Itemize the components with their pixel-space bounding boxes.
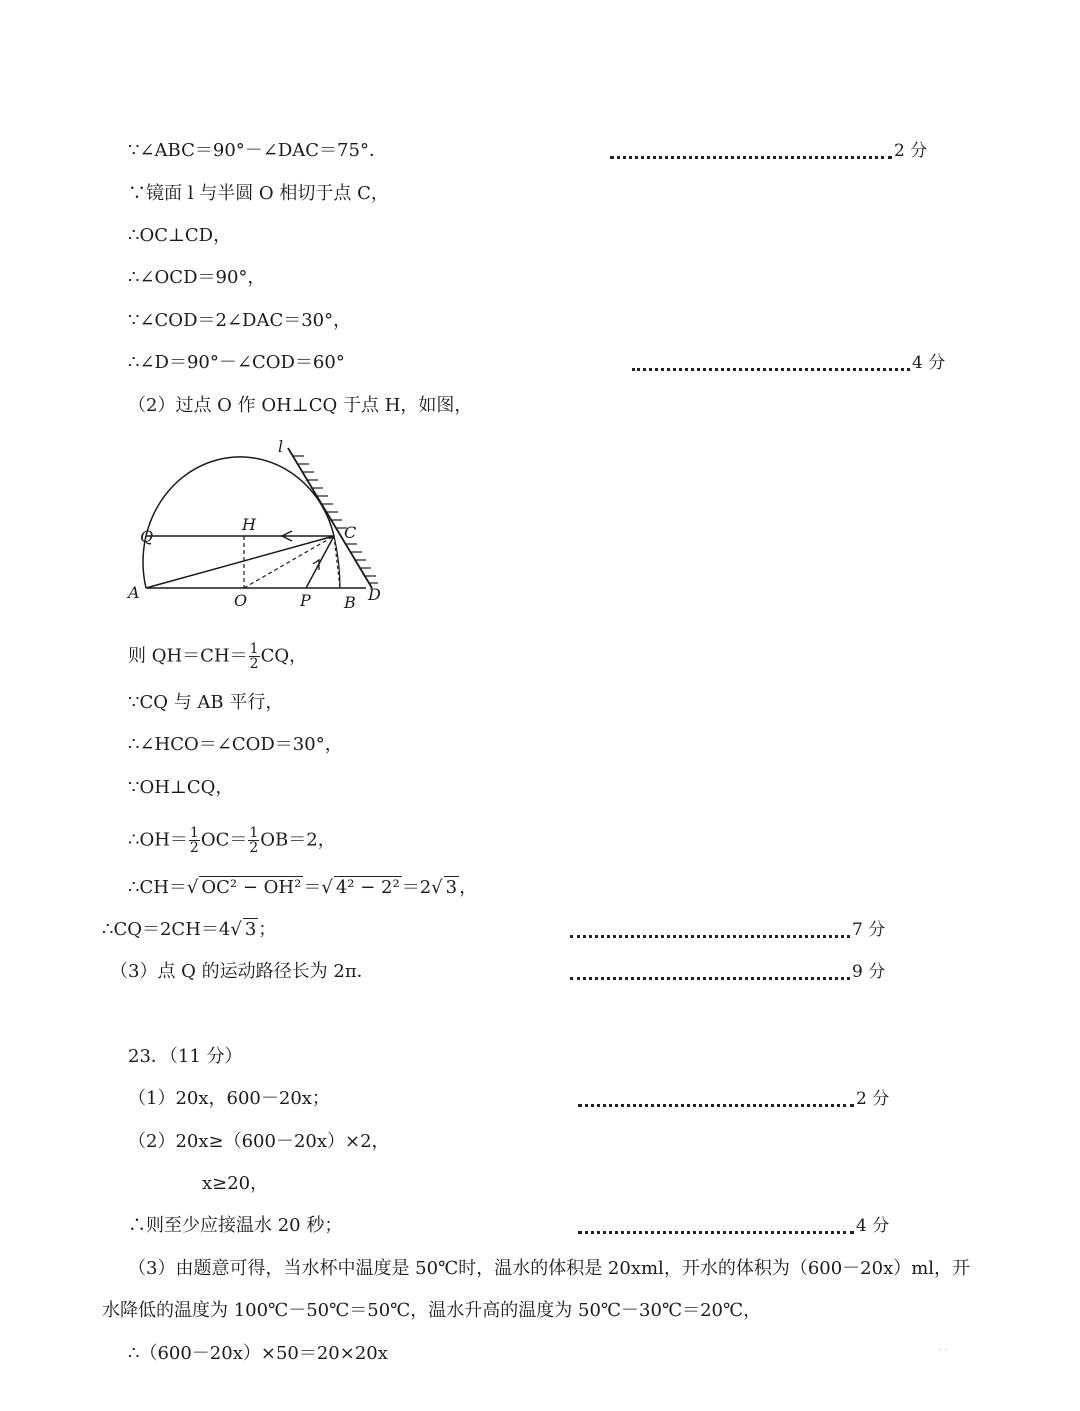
ch-text-c: ＝2 — [401, 877, 432, 898]
score-4 — [632, 351, 945, 375]
fraction-num-1: 1 — [189, 825, 199, 841]
score-4-label: 4 分 — [912, 353, 946, 373]
radicand-2: 4² − 2² — [335, 877, 400, 898]
line-23-conclusion: ∴则至少应接温水 20 秒； — [128, 1215, 343, 1236]
ch-text-a: ∴CH＝ — [128, 877, 187, 898]
line-ch-length — [128, 876, 477, 900]
score-23-4 — [578, 1214, 889, 1238]
ch-text-b: ＝ — [303, 877, 322, 898]
sqrt-sign-4: √ — [230, 919, 242, 940]
fraction-denominator: 2 — [249, 656, 259, 672]
line-23-temp: 水降低的温度为 100℃－50℃＝50℃，温水升高的温度为 50℃－30℃＝20℃， — [102, 1300, 762, 1321]
label-c: C — [344, 523, 357, 542]
line-tangent: ∵镜面 l 与半圆 O 相切于点 C， — [128, 183, 389, 204]
line-cq-parallel: ∵CQ 与 AB 平行， — [128, 692, 284, 713]
line-hco-angle: ∴∠HCO＝∠COD＝30°， — [128, 734, 343, 755]
fraction-numerator: 1 — [249, 641, 259, 657]
label-l: l — [278, 437, 284, 456]
line-cod-angle: ∵∠COD＝2∠DAC＝30°， — [128, 310, 352, 331]
sqrt-sign-2: √ — [321, 877, 333, 898]
score-9-label: 9 分 — [852, 962, 886, 982]
label-q: Q — [140, 527, 154, 546]
sqrt-sign-1: √ — [186, 877, 199, 898]
fraction-den-1: 2 — [189, 840, 199, 856]
line-qh-ch — [128, 642, 307, 671]
score-7-label: 7 分 — [852, 920, 886, 940]
radicand-1: OC² − OH² — [201, 877, 302, 898]
label-d: D — [368, 585, 381, 604]
scan-mark: · · — [938, 1345, 948, 1356]
line-23-part1: （1）20x，600－20x； — [128, 1088, 330, 1109]
line-part3-path: （3）点 Q 的运动路径长为 2π． — [110, 961, 375, 982]
oh-text-c: OB＝2， — [260, 829, 336, 851]
geometry-figure — [120, 432, 400, 622]
line-abc-angle: ∵∠ABC＝90°－∠DAC＝75°． — [128, 140, 387, 161]
score-23-4-label: 4 分 — [856, 1216, 890, 1236]
score-2-label: 2 分 — [894, 141, 928, 161]
score-9 — [570, 960, 885, 984]
ch-text-d: ， — [459, 877, 478, 898]
fraction-den-2: 2 — [249, 840, 259, 856]
fraction-num-2: 1 — [249, 825, 259, 841]
oh-text-b: OC＝ — [200, 829, 248, 851]
label-p: P — [300, 591, 311, 610]
line-oc-perp-cd: ∴OC⊥CD， — [128, 225, 232, 246]
fraction-half-1 — [189, 826, 200, 855]
score-23-2-label: 2 分 — [856, 1089, 890, 1109]
line-oh-length — [128, 826, 336, 855]
label-h: H — [242, 515, 256, 534]
line-qh-ch-text-a: 则 QH＝CH＝ — [128, 645, 248, 667]
label-a: A — [128, 583, 140, 602]
cq-text-b: ； — [258, 919, 277, 940]
line-23-x-bound: x≥20， — [202, 1173, 269, 1194]
oh-text-a: ∴OH＝ — [128, 829, 188, 851]
line-23-part3: （3）由题意可得，当水杯中温度是 50℃时，温水的体积是 20xml，开水的体积为（600－20x）ml，开 — [128, 1258, 971, 1279]
score-23-2 — [578, 1087, 889, 1111]
radicand-3: 3 — [445, 877, 458, 898]
segment-ac — [146, 536, 334, 588]
line-qh-ch-text-b: CQ， — [260, 645, 308, 667]
fraction-half — [249, 642, 260, 671]
cq-text-a: ∴CQ＝2CH＝4 — [102, 919, 231, 940]
line-ocd-angle: ∴∠OCD＝90°， — [128, 267, 266, 288]
label-b: B — [344, 593, 356, 612]
line-cq-length — [102, 918, 276, 942]
question-23-heading: 23．（11 分） — [128, 1046, 243, 1067]
line-23-part2: （2）20x≥（600－20x）×2， — [128, 1131, 390, 1152]
sqrt-sign-3: √ — [431, 877, 443, 898]
label-o: O — [234, 591, 248, 610]
radicand-4: 3 — [244, 919, 257, 940]
fraction-half-2 — [248, 826, 259, 855]
score-2 — [610, 139, 927, 163]
line-part2-intro: （2）过点 O 作 OH⊥CQ 于点 H，如图， — [128, 395, 473, 416]
line-oh-perp-cq: ∵OH⊥CQ， — [128, 777, 234, 798]
line-23-equation: ∴（600－20x）×50＝20×20x — [128, 1343, 388, 1364]
score-7 — [570, 918, 885, 942]
mirror-line-l — [288, 448, 372, 588]
line-d-angle: ∴∠D＝90°－∠COD＝60° — [128, 352, 345, 373]
